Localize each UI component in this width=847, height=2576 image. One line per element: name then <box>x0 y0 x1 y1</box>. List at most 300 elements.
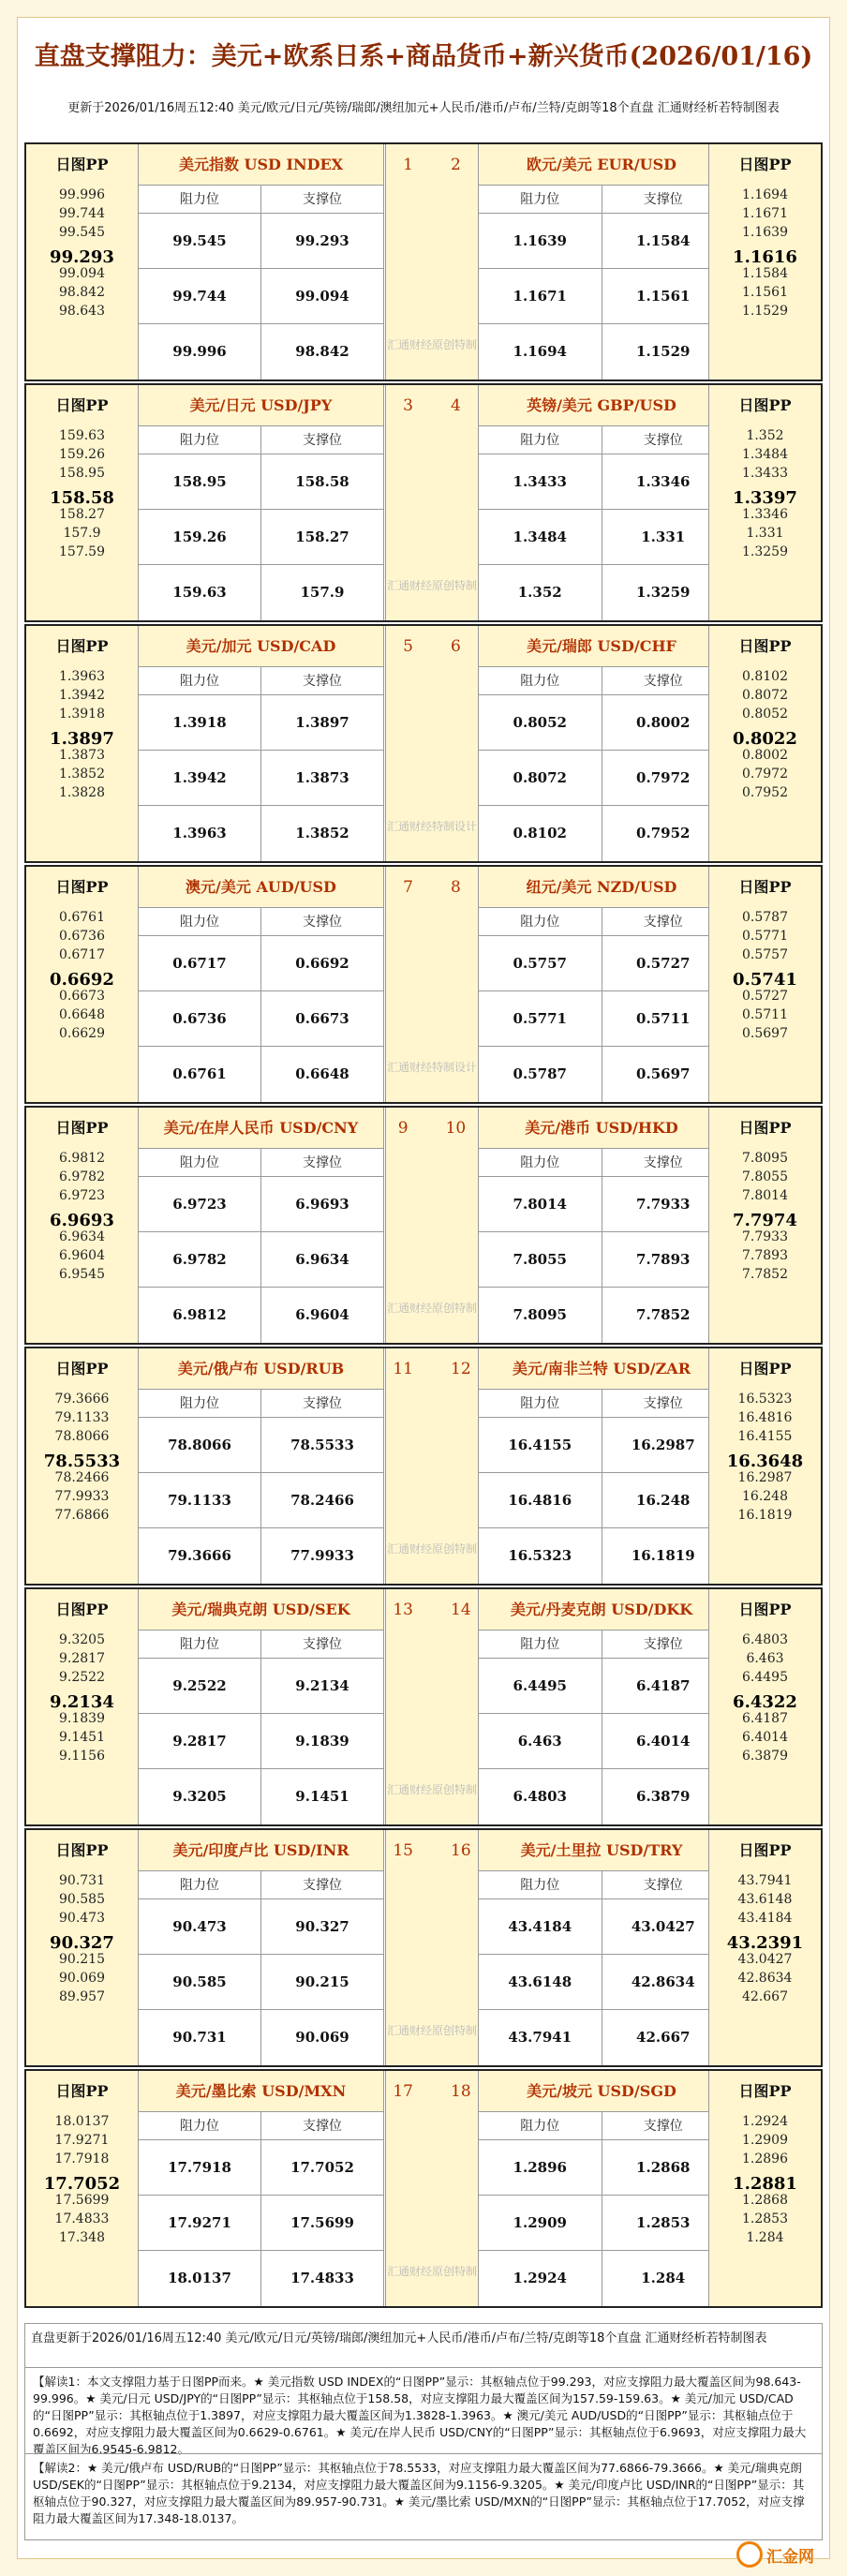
level-row <box>479 1899 724 1955</box>
level-row <box>139 1288 383 1343</box>
pp-value: 1.3873 <box>59 748 105 763</box>
level-row <box>479 1659 724 1714</box>
level-row <box>479 1047 724 1102</box>
right-pp-column <box>708 144 821 380</box>
pp-value: 1.284 <box>746 2230 784 2245</box>
index-column <box>385 867 479 1102</box>
support-value: 78.5533 <box>290 1437 354 1453</box>
pp-value: 78.5533 <box>43 1452 121 1471</box>
support-value: 77.9933 <box>290 1547 354 1564</box>
resistance-value: 1.3433 <box>479 454 602 509</box>
level-header <box>479 1149 724 1177</box>
level-row <box>479 324 724 380</box>
support-label: 支撑位 <box>643 192 683 207</box>
resistance-label: 阻力位 <box>139 2112 261 2139</box>
level-row <box>479 936 724 991</box>
resistance-label: 阻力位 <box>479 1630 602 1658</box>
level-row <box>479 991 724 1047</box>
level-row <box>139 2251 383 2306</box>
support-value: 6.3879 <box>636 1788 691 1805</box>
resistance-label: 阻力位 <box>139 1630 261 1658</box>
pp-value: 0.6761 <box>59 910 105 925</box>
pp-value: 1.1616 <box>733 247 797 267</box>
support-value: 42.8634 <box>631 1973 695 1990</box>
pair-number: 5 <box>403 637 413 656</box>
pp-header: 日图PP <box>55 1601 109 1618</box>
pair-numbers <box>386 1830 478 1871</box>
pair-title: 美元/日元 USD/JPY <box>139 385 383 426</box>
left-pp-column <box>26 1348 139 1584</box>
level-header <box>479 908 724 936</box>
level-row <box>479 214 724 269</box>
pp-value: 99.744 <box>59 206 105 221</box>
pp-value: 7.7893 <box>742 1248 788 1263</box>
support-label: 支撑位 <box>643 915 683 930</box>
pp-header: 日图PP <box>55 878 109 896</box>
resistance-value: 1.2909 <box>479 2196 602 2250</box>
resistance-value: 1.3918 <box>139 695 261 750</box>
pp-value: 0.8022 <box>733 729 797 749</box>
resistance-value: 99.744 <box>139 269 261 323</box>
support-value: 1.3852 <box>295 825 349 841</box>
support-value: 0.6648 <box>295 1065 349 1082</box>
level-header <box>479 186 724 214</box>
right-pair-panel <box>479 144 724 380</box>
pp-value: 16.5323 <box>737 1392 793 1407</box>
support-label: 支撑位 <box>303 1637 342 1652</box>
resistance-value: 1.3963 <box>139 806 261 861</box>
level-header <box>139 1871 383 1899</box>
support-value: 1.2853 <box>636 2214 691 2231</box>
support-label: 支撑位 <box>303 2119 342 2134</box>
support-value: 0.6673 <box>295 1010 349 1027</box>
support-label: 支撑位 <box>303 192 342 207</box>
pp-value: 0.5727 <box>742 989 788 1004</box>
support-value: 7.7933 <box>636 1196 691 1213</box>
support-value: 1.1561 <box>636 288 691 305</box>
pair-title: 美元/港币 USD/HKD <box>479 1108 724 1149</box>
pp-value: 17.5699 <box>54 2193 110 2208</box>
resistance-value: 9.2817 <box>139 1714 261 1768</box>
pp-value: 9.2817 <box>59 1651 105 1666</box>
watermark: 汇通财经原创特制 <box>386 1542 477 1556</box>
resistance-value: 1.1694 <box>479 324 602 380</box>
pp-value: 42.667 <box>742 1989 788 2004</box>
left-pp-column <box>26 626 139 861</box>
pp-value: 1.3484 <box>742 447 788 462</box>
level-row <box>139 695 383 751</box>
pp-value: 0.6673 <box>59 989 105 1004</box>
pp-value: 79.3666 <box>54 1392 110 1407</box>
resistance-value: 0.6717 <box>139 936 261 990</box>
support-value: 0.5697 <box>636 1065 691 1082</box>
pp-value: 1.1694 <box>742 187 788 202</box>
pp-value: 1.1639 <box>742 225 788 240</box>
resistance-label: 阻力位 <box>479 426 602 454</box>
pp-value: 1.3346 <box>742 507 788 522</box>
level-header <box>139 667 383 695</box>
pp-value: 6.3879 <box>742 1749 788 1764</box>
level-row <box>139 510 383 565</box>
resistance-label: 阻力位 <box>479 186 602 213</box>
index-column <box>385 1589 479 1824</box>
support-value: 7.7893 <box>636 1251 691 1268</box>
resistance-value: 16.4155 <box>479 1418 602 1472</box>
pair-block <box>24 142 823 381</box>
resistance-value: 1.352 <box>479 565 602 620</box>
level-header <box>479 1871 724 1899</box>
level-row <box>139 1659 383 1714</box>
support-value: 42.667 <box>636 2029 691 2046</box>
pp-value: 17.7052 <box>43 2174 121 2194</box>
support-label: 支撑位 <box>303 433 342 448</box>
pp-value: 9.2522 <box>59 1670 105 1685</box>
pp-value: 78.2466 <box>54 1470 110 1485</box>
pair-numbers <box>386 1348 478 1390</box>
level-header <box>139 908 383 936</box>
resistance-value: 90.731 <box>139 2010 261 2065</box>
level-row <box>139 269 383 324</box>
left-pair-panel <box>139 144 384 380</box>
right-pair-panel <box>479 1830 724 2065</box>
right-pp-column <box>708 2071 821 2306</box>
pp-value: 1.2924 <box>742 2114 788 2129</box>
resistance-label: 阻力位 <box>479 667 602 694</box>
support-value: 99.293 <box>295 232 349 249</box>
pp-value: 6.4803 <box>742 1632 788 1647</box>
support-value: 1.3897 <box>295 714 349 731</box>
resistance-label: 阻力位 <box>139 1390 261 1417</box>
resistance-value: 0.8052 <box>479 695 602 750</box>
pair-block <box>24 1347 823 1586</box>
resistance-value: 7.8095 <box>479 1288 602 1343</box>
pp-value: 0.5697 <box>742 1026 788 1041</box>
right-pp-column <box>708 1589 821 1824</box>
level-header <box>139 1630 383 1659</box>
resistance-label: 阻力位 <box>479 2112 602 2139</box>
support-value: 157.9 <box>300 584 345 601</box>
right-pair-panel <box>479 385 724 620</box>
pair-title: 英镑/美元 GBP/USD <box>479 385 724 426</box>
pp-value: 9.3205 <box>59 1632 105 1647</box>
pp-value: 0.6648 <box>59 1007 105 1022</box>
level-row <box>479 2196 724 2251</box>
pp-value: 6.9693 <box>50 1211 114 1230</box>
pp-value: 1.3828 <box>59 785 105 800</box>
support-label: 支撑位 <box>303 1878 342 1893</box>
watermark: 汇通财经原创特制 <box>386 1783 477 1796</box>
pp-value: 17.4833 <box>54 2211 110 2226</box>
pp-value: 0.8072 <box>742 688 788 703</box>
support-value: 7.7852 <box>636 1306 691 1323</box>
resistance-value: 43.4184 <box>479 1899 602 1954</box>
pair-number: 16 <box>451 1841 471 1860</box>
support-label: 支撑位 <box>643 1155 683 1170</box>
pp-value: 157.9 <box>63 526 101 541</box>
index-column <box>385 1348 479 1584</box>
pair-block <box>24 1106 823 1345</box>
level-row <box>139 1232 383 1288</box>
pair-number: 8 <box>451 878 461 897</box>
support-value: 1.3259 <box>636 584 691 601</box>
resistance-value: 9.2522 <box>139 1659 261 1713</box>
right-pp-column <box>708 1108 821 1343</box>
support-label: 支撑位 <box>643 674 683 689</box>
pp-value: 159.26 <box>59 447 105 462</box>
pair-block <box>24 624 823 863</box>
resistance-value: 9.3205 <box>139 1769 261 1824</box>
left-pair-panel <box>139 1589 384 1824</box>
level-header <box>479 2112 724 2140</box>
pp-value: 7.8014 <box>742 1188 788 1203</box>
level-row <box>479 2140 724 2196</box>
pp-value: 6.9634 <box>59 1229 105 1244</box>
pp-value: 43.2391 <box>726 1933 804 1953</box>
logo-icon <box>736 2541 763 2568</box>
pp-value: 90.327 <box>50 1933 114 1953</box>
support-value: 0.5727 <box>636 955 691 972</box>
level-row <box>479 269 724 324</box>
pp-value: 6.4495 <box>742 1670 788 1685</box>
right-pair-panel <box>479 2071 724 2306</box>
pair-number: 6 <box>451 637 461 656</box>
right-pp-column <box>708 626 821 861</box>
pair-title: 美元/俄卢布 USD/RUB <box>139 1348 383 1390</box>
pp-value: 99.293 <box>50 247 114 267</box>
pp-value: 0.8102 <box>742 669 788 684</box>
pp-value: 16.4816 <box>737 1410 793 1425</box>
pp-header: 日图PP <box>55 1841 109 1859</box>
support-value: 1.2868 <box>636 2159 691 2176</box>
pp-value: 1.1584 <box>742 266 788 281</box>
level-row <box>479 565 724 620</box>
resistance-value: 159.63 <box>139 565 261 620</box>
pp-value: 17.9271 <box>54 2133 110 2148</box>
left-pair-panel <box>139 1830 384 2065</box>
resistance-value: 0.6761 <box>139 1047 261 1102</box>
support-label: 支撑位 <box>303 674 342 689</box>
pp-value: 0.7972 <box>742 767 788 782</box>
pp-value: 90.215 <box>59 1952 105 1967</box>
resistance-value: 99.996 <box>139 324 261 380</box>
level-header <box>479 1630 724 1659</box>
resistance-value: 6.9782 <box>139 1232 261 1287</box>
pp-value: 6.9545 <box>59 1267 105 1282</box>
index-column <box>385 2071 479 2306</box>
pp-value: 42.8634 <box>737 1971 793 1986</box>
pair-number: 15 <box>393 1841 413 1860</box>
level-row <box>139 2140 383 2196</box>
resistance-value: 43.7941 <box>479 2010 602 2065</box>
level-row <box>479 695 724 751</box>
pp-value: 99.996 <box>59 187 105 202</box>
pp-header: 日图PP <box>55 2082 109 2100</box>
resistance-value: 16.5323 <box>479 1528 602 1584</box>
left-pp-column <box>26 144 139 380</box>
pp-value: 16.248 <box>742 1489 788 1504</box>
pp-value: 79.1133 <box>54 1410 110 1425</box>
pp-value: 0.6736 <box>59 929 105 944</box>
support-value: 6.4187 <box>636 1677 691 1694</box>
support-value: 90.069 <box>295 2029 349 2046</box>
left-pp-column <box>26 1589 139 1824</box>
level-row <box>479 510 724 565</box>
pp-value: 7.8055 <box>742 1169 788 1184</box>
pp-value: 78.8066 <box>54 1429 110 1444</box>
right-pp-column <box>708 385 821 620</box>
pp-value: 1.1561 <box>742 285 788 300</box>
left-pair-panel <box>139 2071 384 2306</box>
pair-number: 4 <box>451 396 461 415</box>
left-pair-panel <box>139 867 384 1102</box>
pp-value: 6.9812 <box>59 1151 105 1166</box>
level-row <box>139 214 383 269</box>
pp-value: 43.0427 <box>737 1952 793 1967</box>
resistance-value: 6.463 <box>479 1714 602 1768</box>
level-row <box>139 2010 383 2065</box>
resistance-value: 0.5757 <box>479 936 602 990</box>
support-value: 1.3873 <box>295 769 349 786</box>
level-row <box>139 1955 383 2010</box>
pp-value: 90.731 <box>59 1873 105 1888</box>
right-pair-panel <box>479 1348 724 1584</box>
level-header <box>139 186 383 214</box>
support-value: 43.0427 <box>631 1918 695 1935</box>
pp-header: 日图PP <box>55 396 109 414</box>
pp-value: 1.3259 <box>742 544 788 559</box>
resistance-value: 17.7918 <box>139 2140 261 2195</box>
pp-value: 16.3648 <box>726 1452 804 1471</box>
pp-value: 0.5787 <box>742 910 788 925</box>
pp-value: 0.6717 <box>59 947 105 962</box>
pp-value: 0.5741 <box>733 970 797 990</box>
update-line: 更新于2026/01/16周五12:40 美元/欧元/日元/英镑/瑞郎/澳纽加元+人民币/港币/卢布/兰特/克朗等18个直盘 汇通财经析若特制图表 <box>67 101 780 115</box>
pair-numbers <box>386 867 478 908</box>
pp-value: 158.27 <box>59 507 105 522</box>
pair-title: 美元指数 USD INDEX <box>139 144 383 186</box>
pp-value: 43.4184 <box>737 1911 793 1926</box>
level-row <box>479 1288 724 1343</box>
pair-number: 10 <box>445 1119 467 1138</box>
index-column <box>385 1830 479 2065</box>
resistance-value: 7.8014 <box>479 1177 602 1231</box>
pp-value: 16.2987 <box>737 1470 793 1485</box>
resistance-label: 阻力位 <box>139 908 261 935</box>
support-value: 9.1839 <box>295 1733 349 1750</box>
right-pair-panel <box>479 1589 724 1824</box>
pair-block <box>24 865 823 1104</box>
pp-value: 99.545 <box>59 225 105 240</box>
watermark: 汇通财经特制设计 <box>386 1061 477 1074</box>
left-pp-column <box>26 2071 139 2306</box>
level-row <box>139 1528 383 1584</box>
pair-title: 美元/瑞郎 USD/CHF <box>479 626 724 667</box>
pp-value: 89.957 <box>59 1989 105 2004</box>
level-header <box>139 1149 383 1177</box>
resistance-value: 18.0137 <box>139 2251 261 2306</box>
support-value: 90.327 <box>295 1918 349 1935</box>
support-value: 0.7972 <box>636 769 691 786</box>
pp-value: 0.5771 <box>742 929 788 944</box>
support-value: 9.1451 <box>295 1788 349 1805</box>
pair-title: 美元/墨比索 USD/MXN <box>139 2071 383 2112</box>
level-row <box>139 2196 383 2251</box>
support-value: 6.9604 <box>295 1306 349 1323</box>
pp-header: 日图PP <box>738 637 792 655</box>
resistance-value: 1.1639 <box>479 214 602 268</box>
pp-value: 7.7933 <box>742 1229 788 1244</box>
pp-value: 158.95 <box>59 466 105 481</box>
level-row <box>479 1769 724 1824</box>
index-column <box>385 1108 479 1343</box>
resistance-value: 1.3484 <box>479 510 602 564</box>
resistance-value: 0.8102 <box>479 806 602 861</box>
support-value: 16.2987 <box>631 1437 695 1453</box>
pp-value: 18.0137 <box>54 2114 110 2129</box>
support-value: 98.842 <box>295 343 349 360</box>
pp-value: 16.4155 <box>737 1429 793 1444</box>
pp-header: 日图PP <box>738 2082 792 2100</box>
level-header <box>139 1390 383 1418</box>
level-header <box>479 667 724 695</box>
pair-number: 1 <box>403 156 413 174</box>
resistance-value: 159.26 <box>139 510 261 564</box>
pair-number: 12 <box>451 1360 471 1378</box>
pp-value: 1.2909 <box>742 2133 788 2148</box>
pair-block <box>24 1587 823 1826</box>
resistance-value: 158.95 <box>139 454 261 509</box>
pp-value: 1.331 <box>746 526 784 541</box>
pair-number: 7 <box>403 878 413 897</box>
resistance-value: 43.6148 <box>479 1955 602 2009</box>
level-row <box>139 1769 383 1824</box>
right-pp-column <box>708 1348 821 1584</box>
resistance-label: 阻力位 <box>479 908 602 935</box>
resistance-value: 90.585 <box>139 1955 261 2009</box>
support-value: 1.1584 <box>636 232 691 249</box>
note-1: 【解读1：本文支撑阻力基于日图PP而来。★ 美元指数 USD INDEX的“日图PP”显示：其枢轴点位于99.293，对应支撑阻力最大覆盖区间为98.643-99.996。★ 美元/日元 USD/JPY的“日图PP”显示：其枢轴点位于158.58，对应支撑阻力最大覆盖区间为157.59-159.63。★ 美元/加元 USD/CAD的“日图PP”显示：其枢轴点位于1.3897，对应支撑阻力最大覆盖区间为1.3828-1.3963。★ 澳元/美元 AUD/USD的“日图PP”显示：其枢轴点位于0.6692，对应支撑阻力最大覆盖区间为0.6629-0.6761。★ 美元/在岸人民币 USD/CNY的“日图PP”显示：其枢轴点位于6.9693，对应支撑阻力最大覆盖区间为6.9545-6.9812。 <box>25 2367 822 2464</box>
left-pair-panel <box>139 1348 384 1584</box>
pair-block <box>24 1828 823 2067</box>
level-row <box>479 2010 724 2065</box>
resistance-value: 7.8055 <box>479 1232 602 1287</box>
pp-header: 日图PP <box>738 878 792 896</box>
pp-value: 1.1671 <box>742 206 788 221</box>
pair-number: 3 <box>403 396 413 415</box>
pair-title: 美元/南非兰特 USD/ZAR <box>479 1348 724 1390</box>
level-row <box>139 1714 383 1769</box>
level-row <box>139 936 383 991</box>
pair-numbers <box>386 385 478 426</box>
level-row <box>139 324 383 380</box>
support-label: 支撑位 <box>643 1637 683 1652</box>
support-value: 99.094 <box>295 288 349 305</box>
level-row <box>139 806 383 861</box>
pp-header: 日图PP <box>55 156 109 173</box>
pp-header: 日图PP <box>738 396 792 414</box>
pair-title: 纽元/美元 NZD/USD <box>479 867 724 908</box>
resistance-label: 阻力位 <box>139 186 261 213</box>
pp-value: 17.348 <box>59 2230 105 2245</box>
level-row <box>139 991 383 1047</box>
support-label: 支撑位 <box>643 1396 683 1411</box>
left-pp-column <box>26 385 139 620</box>
pair-title: 美元/在岸人民币 USD/CNY <box>139 1108 383 1149</box>
watermark: 汇通财经原创特制 <box>386 1302 477 1315</box>
resistance-value: 0.6736 <box>139 991 261 1046</box>
support-value: 6.4014 <box>636 1733 691 1750</box>
pp-value: 0.5711 <box>742 1007 788 1022</box>
